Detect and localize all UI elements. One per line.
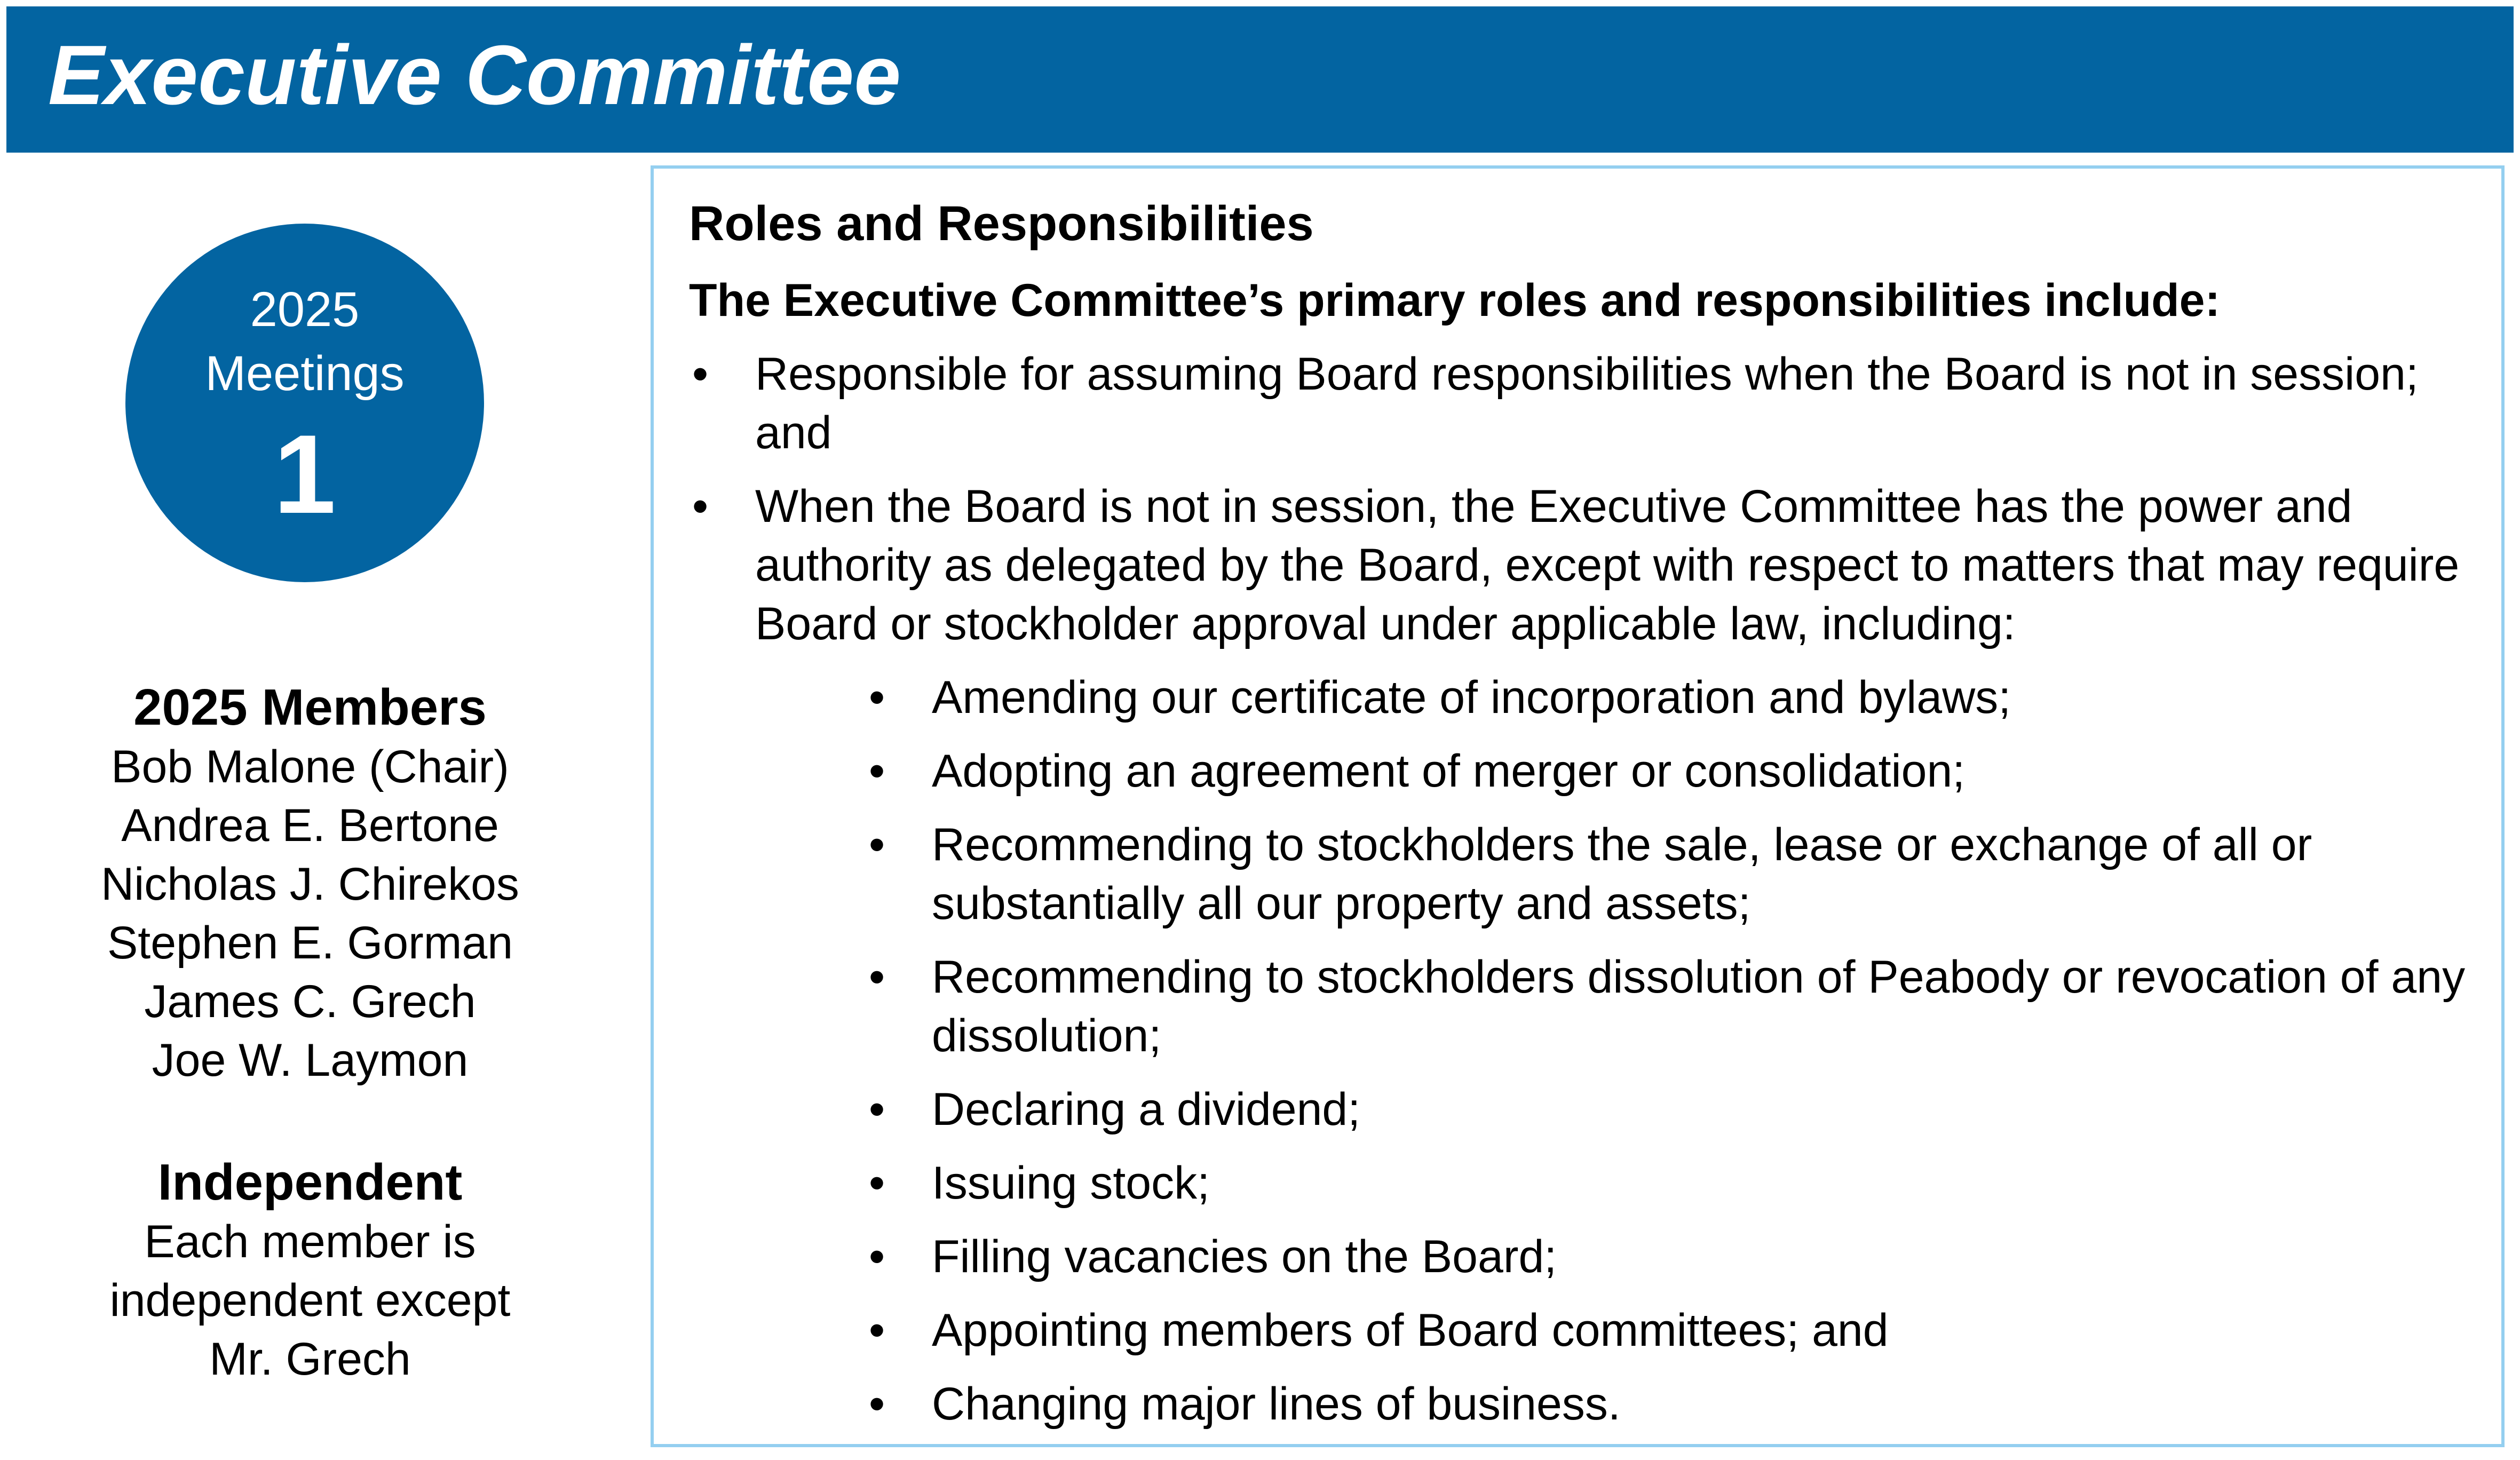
member-name: Bob Malone (Chair)	[111, 741, 509, 792]
members-section	[43, 678, 577, 1090]
bullet-icon: •	[692, 348, 709, 400]
sub-list-item	[654, 948, 2490, 1065]
bullet-icon: •	[869, 745, 885, 797]
bullet-icon: •	[869, 672, 885, 723]
list-item-text: Filling vacancies on the Board;	[932, 1231, 1557, 1282]
member-name: James C. Grech	[144, 976, 476, 1027]
meetings-year: 2025	[250, 282, 360, 337]
list-item-text: Responsible for assuming Board responsibilities when the Board is not in session; and	[755, 348, 2419, 458]
header-banner	[6, 6, 2514, 153]
sub-list-item	[654, 742, 2490, 800]
roles-title: Roles and Responsibilities	[689, 196, 1314, 251]
sub-list-item	[654, 1080, 2490, 1139]
independence-text: independent except	[109, 1275, 511, 1326]
meetings-count: 1	[273, 411, 336, 537]
independence-text: Each member is	[144, 1216, 476, 1267]
list-item-text: Recommending to stockholders dissolution of Peabody or revocation of any dissolution;	[932, 951, 2466, 1061]
member-name: Andrea E. Bertone	[121, 800, 499, 851]
sub-list-item	[654, 1301, 2490, 1360]
member-name: Joe W. Laymon	[152, 1035, 469, 1086]
list-item-text: Appointing members of Board committees; and	[932, 1305, 1889, 1356]
sub-list-item	[654, 815, 2490, 933]
sub-list-item	[654, 1227, 2490, 1286]
bullet-icon: •	[869, 1157, 885, 1209]
meetings-badge	[125, 224, 484, 582]
list-item-text: Recommending to stockholders the sale, lease or exchange of all or substantially all our property and assets;	[932, 819, 2312, 929]
bullet-icon: •	[869, 1378, 885, 1430]
roles-intro: The Executive Committee’s primary roles and responsibilities include:	[689, 275, 2221, 326]
list-item-text: Adopting an agreement of merger or consolidation;	[932, 745, 1966, 797]
independence-section	[43, 1153, 577, 1388]
bullet-icon: •	[869, 819, 885, 870]
member-name: Stephen E. Gorman	[107, 917, 513, 969]
list-item	[654, 477, 2490, 653]
member-name: Nicholas J. Chirekos	[101, 859, 519, 910]
list-item-text: Amending our certificate of incorporation and bylaws;	[932, 672, 2011, 723]
meetings-label: Meetings	[205, 346, 405, 401]
roles-list	[654, 345, 2490, 1448]
members-heading: 2025 Members	[133, 679, 487, 736]
bullet-icon: •	[869, 1231, 885, 1282]
bullet-icon: •	[869, 1084, 885, 1135]
bullet-icon: •	[692, 481, 709, 532]
list-item-text: Issuing stock;	[932, 1157, 1210, 1209]
list-item-text: Declaring a dividend;	[932, 1084, 1361, 1135]
list-item	[654, 345, 2490, 462]
sub-list-item	[654, 1154, 2490, 1212]
bullet-icon: •	[869, 1305, 885, 1356]
independence-text: Mr. Grech	[209, 1334, 411, 1385]
list-item-text: Changing major lines of business.	[932, 1378, 1621, 1430]
roles-panel	[651, 165, 2505, 1447]
bullet-icon: •	[869, 951, 885, 1003]
sub-list-item	[654, 1375, 2490, 1433]
list-item-text: When the Board is not in session, the Executive Committee has the power and authority as delegated by the Board, except with respect to matters that may require Board or stockholder approval under applicable law, including:	[755, 481, 2460, 649]
sub-list-item	[654, 668, 2490, 727]
page-title: Executive Committee	[48, 28, 901, 122]
independence-heading: Independent	[157, 1154, 463, 1211]
